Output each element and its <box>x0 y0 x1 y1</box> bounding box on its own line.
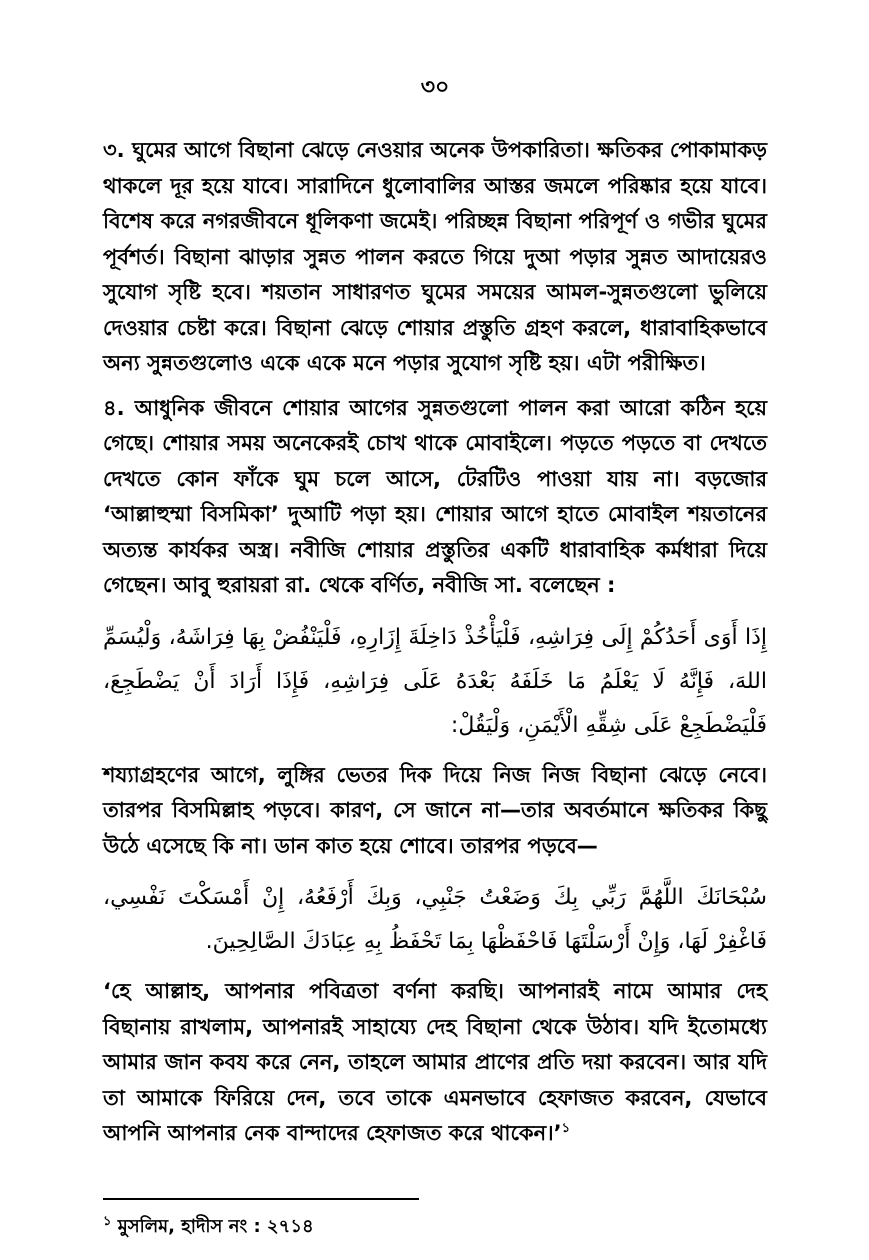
footnote-marker: ১ <box>103 1214 112 1229</box>
footnote <box>103 1212 314 1243</box>
footnote-reference[interactable]: ১ <box>561 1121 571 1136</box>
paragraph-point-3: ৩. ঘুমের আগে বিছানা ঝেড়ে নেওয়ার অনেক উপকারিতা। ক্ষতিকর পোকামাকড় থাকলে দূর হয়ে যাবে। সারাদিনে ধুলোবালির আস্তর জমলে পরিষ্কার হয়ে যাবে। বিশেষ করে নগরজীবনে ধূলিকণা জমেই। পরিচ্ছন্ন বিছানা পরিপূর্ণ ও গভীর ঘুমের পূর্বশর্ত। বিছানা ঝাড়ার সুন্নত পালন করতে গিয়ে দুআ পড়ার সুন্নত আদায়েরও সুযোগ সৃষ্টি হবে। শয়তান সাধারণত ঘুমের সময়ের আমল-সুন্নতগুলো ভুলিয়ে দেওয়ার চেষ্টা করে। বিছানা ঝেড়ে শোয়ার প্রস্তুতি গ্রহণ করলে, ধারাবাহিকভাবে অন্য সুন্নতগুলোও একে একে মনে পড়ার সুযোগ সৃষ্টি হয়। এটা পরীক্ষিত। <box>103 138 767 375</box>
dua-translation <box>103 974 767 1152</box>
paragraph-point-4: ৪. আধুনিক জীবনে শোয়ার আগের সুন্নতগুলো পালন করা আরো কঠিন হয়ে গেছে। শোয়ার সময় অনেকেরই চোখ থাকে মোবাইলে। পড়তে পড়তে বা দেখতে দেখতে কোন ফাঁকে ঘুম চলে আসে, টেরটিও পাওয়া যায় না। বড়জোর ‘আল্লাহুম্মা বিসমিকা’ দুআটি পড়া হয়। শোয়ার আগে হাতে মোবাইল শয়তানের অত্যন্ত কার্যকর অস্ত্র। নবীজি শোয়ার প্রস্তুতির একটি ধারাবাহিক কর্মধারা দিয়ে গেছেন। আবু হুরায়রা রা. থেকে বর্ণিত, নবীজি সা. বলেছেন : <box>103 395 767 597</box>
hadith-translation: শয্যাগ্রহণের আগে, লুঙ্গির ভেতর দিক দিয়ে নিজ নিজ বিছানা ঝেড়ে নেবে। তারপর বিসমিল্লাহ পড়বে। কারণ, সে জানে না—তার অবর্তমানে ক্ষতিকর কিছু উঠে এসেছে কি না। ডান কাত হয়ে শোবে। তারপর পড়বে— <box>103 762 767 858</box>
page-number: ৩০ <box>420 75 450 100</box>
dua-arabic-text: سُبْحَانَكَ اللَّهُمَّ رَبِّي بِكَ وَضَعْتُ جَنْبِي، وَبِكَ أَرْفَعُهُ، إِنْ أَمْسَكْتَ نَفْسِي، فَاغْفِرْ لَهَا، وَإِنْ أَرْسَلْتَهَا فَاحْفَظْهَا بِمَا تَحْفَظُ بِهِ عِبَادَكَ الصَّالِحِينَ. <box>103 885 767 954</box>
footnote-divider <box>103 1198 419 1200</box>
page-body <box>103 70 767 1152</box>
footnote-text: মুসলিম, হাদীস নং : ২৭১৪ <box>117 1216 314 1237</box>
dua-translation-text: ‘হে আল্লাহ, আপনার পবিত্রতা বর্ণনা করছি। আপনারই নামে আমার দেহ বিছানায় রাখলাম, আপনারই সাহায্যে দেহ বিছানা থেকে উঠাব। যদি ইতোমধ্যে আমার জান কবয করে নেন, তাহলে আমার প্রাণের প্রতি দয়া করবেন। আর যদি তা আমাকে ফিরিয়ে দেন, তবে তাকে এমনভাবে হেফাজত করবেন, যেভাবে আপনি আপনার নেক বান্দাদের হেফাজত করে থাকেন।’ <box>103 979 767 1145</box>
hadith-arabic-text: إِذَا أَوَى أَحَدُكُمْ إِلَى فِرَاشِهِ، فَلْيَأْخُذْ دَاخِلَةَ إِزَارِهِ، فَلْيَنْفُضْ بِهَا فِرَاشَهُ، وَلْيُسَمِّ اللهَ، فَإِنَّهُ لَا يَعْلَمُ مَا خَلَفَهُ بَعْدَهُ عَلَى فِرَاشِهِ، فَإِذَا أَرَادَ أَنْ يَضْطَجِعَ، فَلْيَضْطَجِعْ عَلَى شِقِّهِ الْأَيْمَنِ، وَلْيَقُلْ: <box>103 624 767 738</box>
